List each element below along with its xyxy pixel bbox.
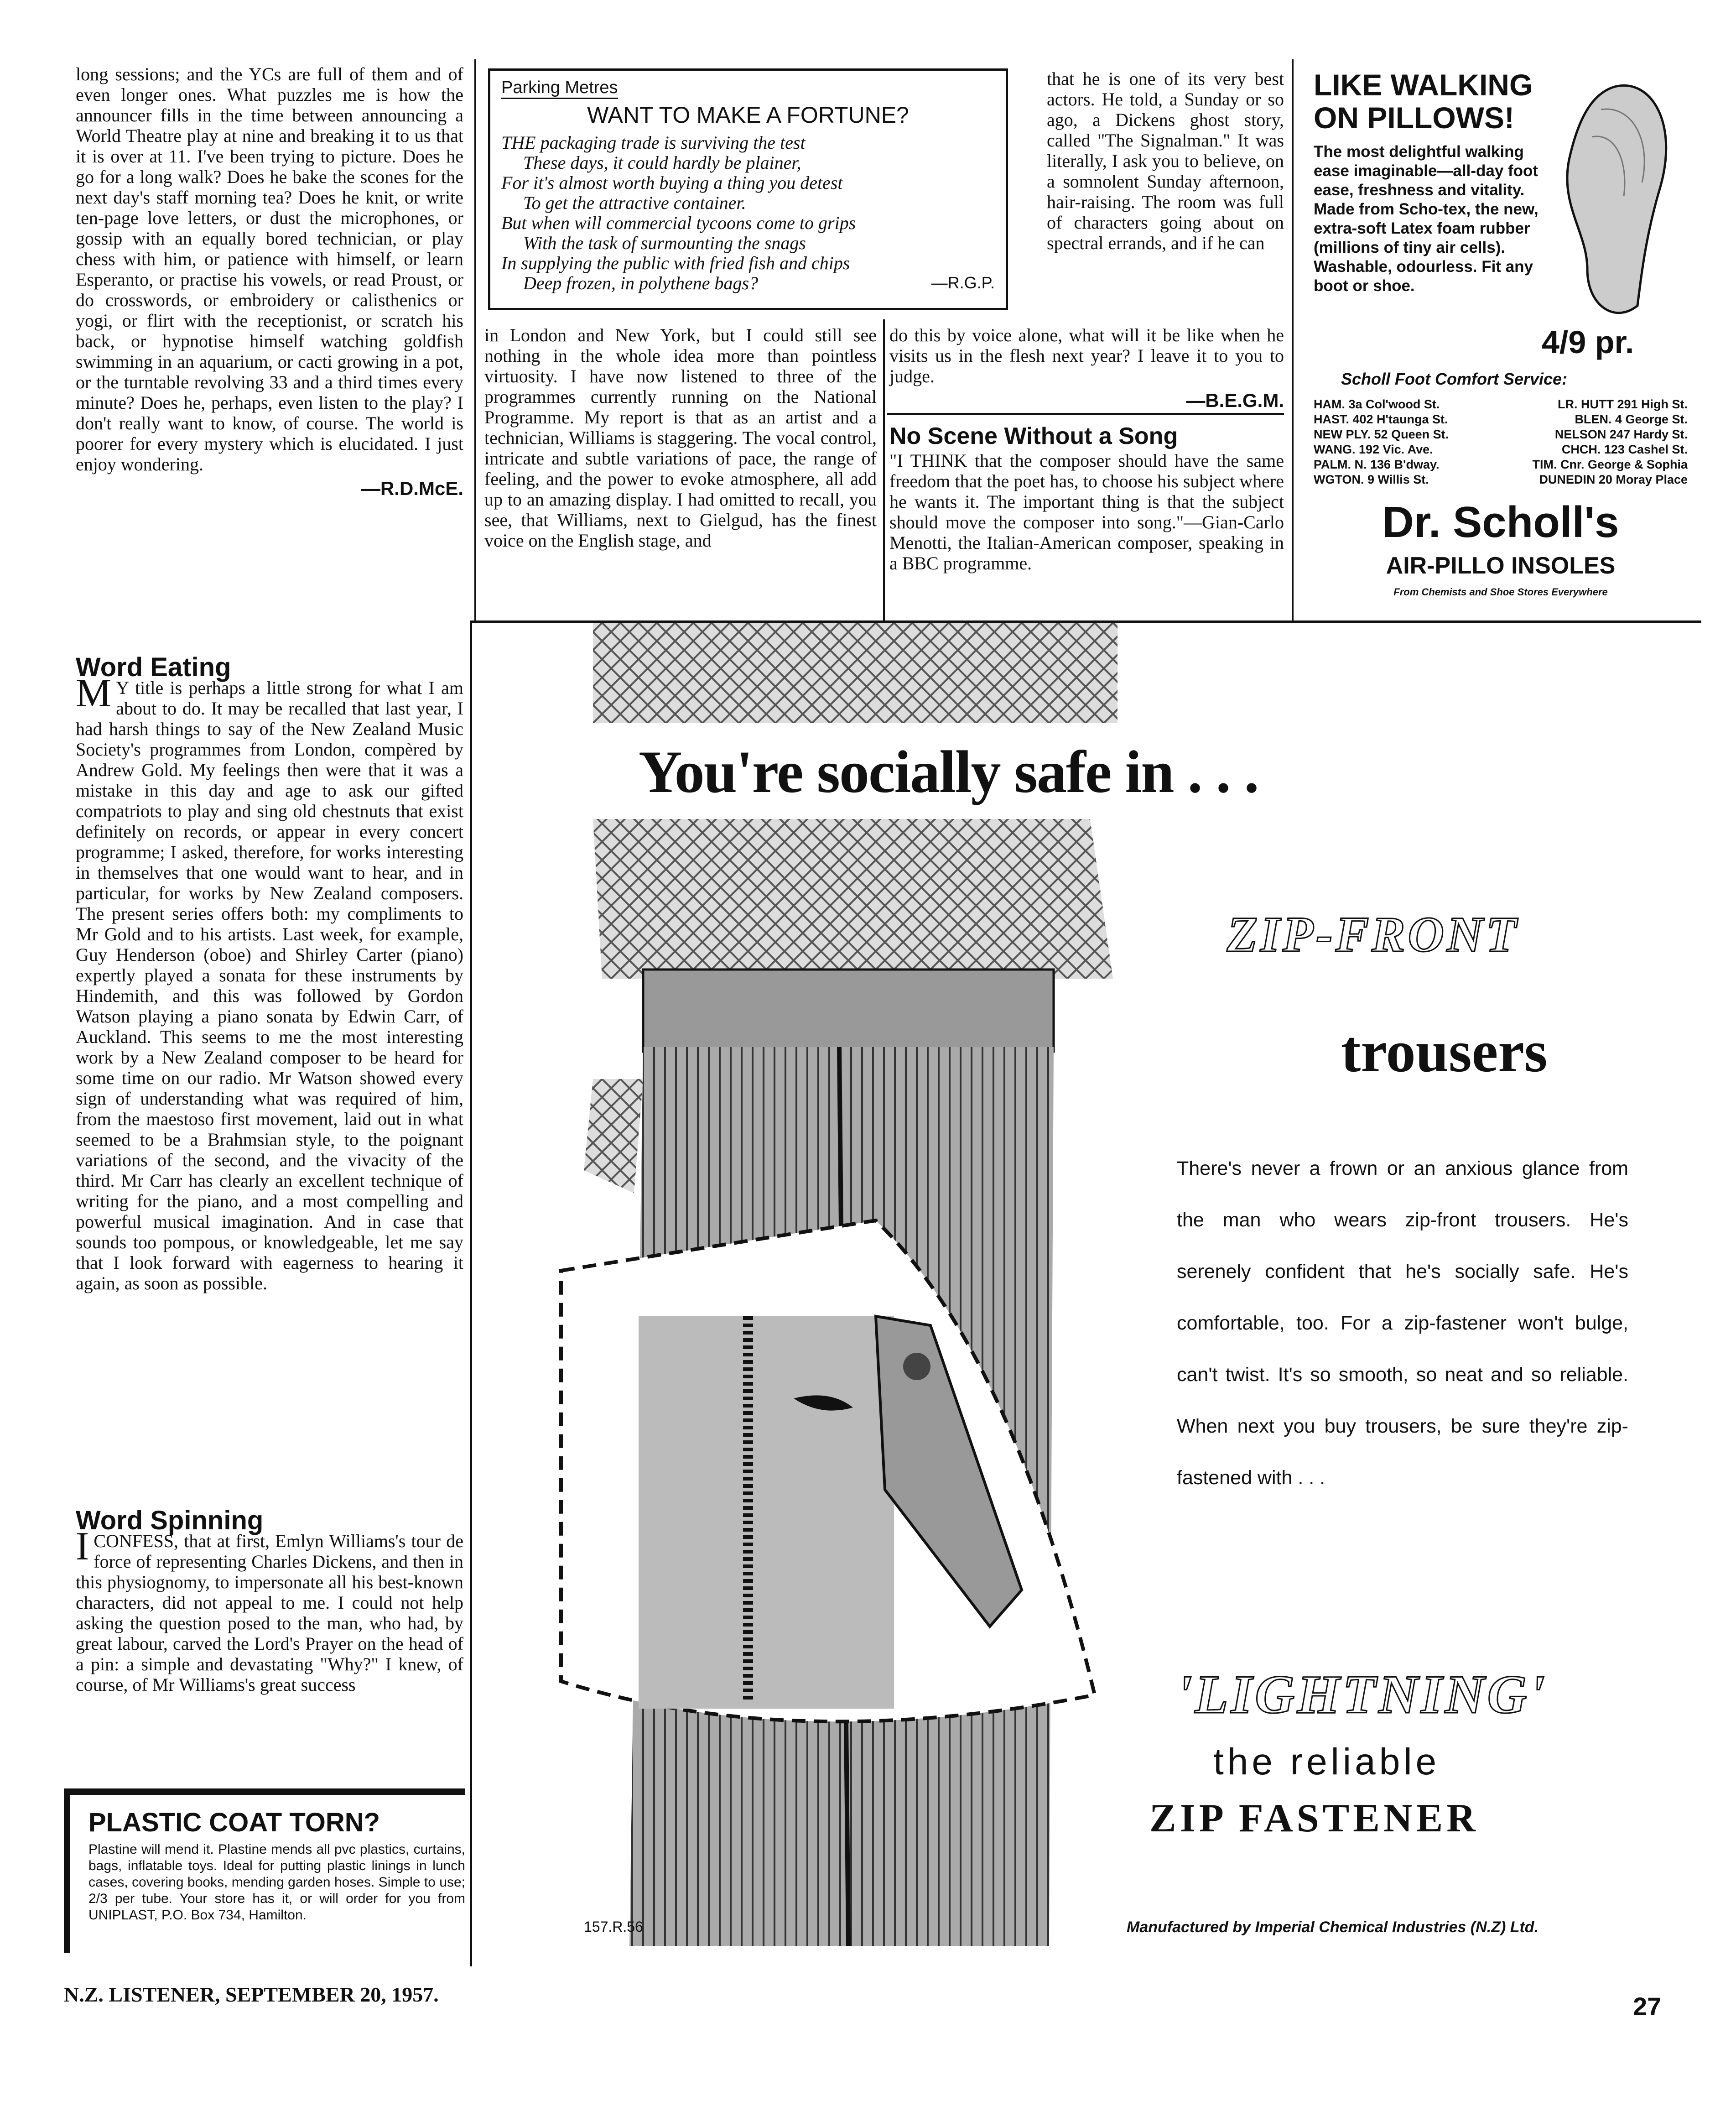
poem-line: With the task of surmounting the snags	[523, 233, 806, 253]
poem-line: THE packaging trade is surviving the test	[501, 132, 806, 153]
section-divider	[887, 413, 1284, 415]
scholl-product: AIR-PILLO INSOLES	[1386, 553, 1616, 579]
ad-code: 157.R.56	[584, 1919, 643, 1935]
article-heading: Word Eating	[76, 652, 231, 682]
product-subtitle: trousers	[1341, 1019, 1548, 1084]
word-eating-article	[76, 652, 463, 1293]
plastine-title: PLASTIC COAT TORN?	[88, 1808, 380, 1837]
store-entry: NELSON 247 Hardy St.	[1554, 427, 1688, 441]
plastine-ad	[64, 1788, 465, 1953]
manufacturer: Manufactured by Imperial Chemical Industries (N.Z) Ltd.	[1127, 1919, 1539, 1936]
ad-body: There's never a frown or an anxious glance from the man who wears zip-front trousers. He's serenely confident that he's socially safe. He's comfortable, too. For a zip-fastener won't bulge, can't twist. It's so smooth, so neat and so reliable. When next you buy trousers, be sure they're zip-fastened with . . .	[1177, 1157, 1628, 1489]
brand-name: 'LIGHTNING'	[1177, 1664, 1548, 1725]
article-text: CONFESS, that at first, Emlyn Williams's tour de force of representing Charles Dickens, and then in this physiognomy, to impersonate all his best-known characters, did not appeal to me. I could not help asking the question posed to the man, who had, by great labour, carved the Lord's Prayer on the head of a pin: a simple and devastating "Why?" I knew, of course, of Mr Williams's great success	[76, 1531, 463, 1695]
article-heading: Word Spinning	[76, 1506, 264, 1535]
signature: —B.E.G.M.	[1186, 390, 1284, 411]
dropcap: M	[76, 671, 112, 715]
tagline-2: ZIP FASTENER	[1149, 1796, 1479, 1840]
zip-inset	[556, 1216, 1263, 1745]
store-entry: LR. HUTT 291 High St.	[1557, 397, 1688, 411]
poem-line: These days, it could hardly be plainer,	[523, 152, 801, 173]
column-rule	[1292, 59, 1294, 620]
tagline-1: the reliable	[1213, 1741, 1440, 1783]
store-list	[1314, 397, 1688, 487]
article-text: in London and New York, but I could still see nothing in the whole idea more than pointless virtuosity. I have now listened to three of the programmes currently running on the National Programme. My report is that as an artist and a technician, Williams is staggering. The vocal control, intricate and subtle variations of pace, the range of feeling, and the power to evoke atmosphere, all add up to an amazing display. I had omitted to recall, you see, that Williams, next to Gielgud, has the finest voice on the English stage, and	[484, 325, 877, 551]
scholl-title-1: LIKE WALKING	[1314, 68, 1533, 102]
poem-box	[488, 68, 1008, 310]
column-1-top	[76, 64, 463, 499]
scholl-price: 4/9 pr.	[1542, 324, 1634, 360]
signature: —R.D.McE.	[361, 478, 463, 499]
poem-signature: —R.G.P.	[931, 273, 995, 292]
word-spinning-article	[76, 1506, 463, 1695]
column-rule	[474, 59, 476, 620]
lightning-ad	[474, 623, 1706, 1966]
store-entry: DUNEDIN 20 Moray Place	[1539, 473, 1688, 486]
article-text: do this by voice alone, what will it be like when he visits us in the flesh next year? I leave it to you to judge.	[889, 325, 1284, 386]
insole-illustration	[1533, 68, 1688, 324]
column-3-top-b	[889, 325, 1284, 411]
article-text: that he is one of its very best actors. He told, a Sunday or so ago, a Dickens ghost story, called "The Signalman." It was literally, I ask you to believe, on a somnolent Sunday afternoon, hair-raising. The room was full of characters going about on spectral errands, and if he can	[1047, 68, 1284, 253]
column-3-top-a	[1047, 68, 1284, 253]
poem-line: For it's almost worth buying a thing you detest	[501, 172, 843, 193]
article-heading: No Scene Without a Song	[889, 423, 1178, 449]
store-entry: WANG. 192 Vic. Ave.	[1314, 443, 1433, 456]
plastine-body: Plastine will mend it. Plastine mends all pvc plastics, curtains, bags, inflatable toys. Ideal for putting plastic linings in lunch cases, covering books, mending garden hoses. Simple to use; 2/3 per tube. Your store has it, or will order for you from UNIPLAST, P.O. Box 734, Hamilton.	[88, 1842, 465, 1923]
store-entry: BLEN. 4 George St.	[1575, 412, 1688, 426]
poem-title: WANT TO MAKE A FORTUNE?	[587, 102, 909, 128]
ad-headline: You're socially safe in . . .	[625, 732, 1272, 811]
scholl-from: From Chemists and Shoe Stores Everywhere	[1393, 586, 1608, 598]
store-entry: TIM. Cnr. George & Sophia	[1532, 458, 1688, 471]
article-text: "I THINK that the composer should have the same freedom that the poet has, to choose his subject where he wants it. The important thing is that the subject should move the composer into song."—Gian-Carlo Menotti, the Italian-American composer, speaking in a BBC programme.	[889, 450, 1284, 573]
article-text: Y title is perhaps a little strong for what I am about to do. It may be recalled that last year, I had harsh things to say of the New Zealand Music Society's programmes from London, compèred by Andrew Gold. My feelings then were that it was a mistake in this day and age to ask our gifted compatriots to play and sing old chestnuts that exist definitely on records, or appear in every concert programme; I asked, therefore, for works interesting in themselves that one would want to hear, and in particular, for works by New Zealand composers. The present series offers both: my compliments to Mr Gold and to his artists. Last week, for example, Guy Henderson (oboe) and Shirley Carter (piano) expertly played a sonata for these instruments by Hindemith, and this was followed by Gordon Watson playing a piano sonata by Edwin Carr, of Auckland. This seems to me the most interesting work by a New Zealand composer to be heard for some time on our radio. Mr Watson showed every sign of understanding what was required of him, from the maestoso first movement, laid out in what seemed to be a Brahmsian style, to the poignant variations of the second, and the vivacity of the third. Mr Carr has clearly an excellent technique of writing for the piano, and a most compelling and powerful musical imagination. And in case that sounds too pompous, or knowledgeable, let me say that I look forward with eagerness to hearing it again, as soon as possible.	[76, 678, 463, 1293]
poem-tag: Parking Metres	[501, 78, 618, 99]
column-rule	[883, 319, 885, 620]
page-number: 27	[1633, 1992, 1662, 2021]
article-text: long sessions; and the YCs are full of them and of even longer ones. What puzzles me is how the announcer fills in the time between announcing a World Theatre play at nine and breaking it to us that it is over at 11. I've been trying to picture. Does he go for a long walk? Does he bake the scones for the next day's staff morning tea? Does he knit, or write ten-page love letters, or dust the microphones, or gossip with an equally bored technician, or play chess with him, or patience with himself, or learn Esperanto, or practise his vowels, or read Proust, or do crosswords, or embroidery or calisthenics or yogi, or flirt with the receptionist, or scratch his back, or hypnotise himself watching goldfish swimming in an aquarium, or cacti growing in a pot, or the turntable revolving 33 and a third times every minute? Does he, perhaps, even listen to the play? I don't really want to know, of course. The world is poorer for every mystery which is elucidated. I just enjoy wondering.	[76, 64, 463, 474]
scholl-body: The most delightful walking ease imaginable—all-day foot ease, freshness and vitality. Made from Scho-tex, the new, extra-soft Latex foam rubber (millions of tiny air cells). Washable, odourless. Fit any boot or shoe.	[1314, 143, 1538, 295]
poem-line: Deep frozen, in polythene bags?	[523, 273, 759, 293]
scholl-ad	[1314, 68, 1688, 616]
store-entry: WGTON. 9 Willis St.	[1314, 473, 1429, 486]
store-entry: CHCH. 123 Cashel St.	[1561, 443, 1688, 456]
store-entry: PALM. N. 136 B'dway.	[1314, 458, 1440, 471]
poem-line: But when will commercial tycoons come to grips	[501, 213, 856, 233]
poem-line: To get the attractive container.	[523, 193, 746, 213]
poem-line: In supplying the public with fried fish and chips	[501, 253, 850, 273]
store-entry: HAM. 3a Col'wood St.	[1314, 397, 1440, 411]
store-entry: NEW PLY. 52 Queen St.	[1314, 427, 1449, 441]
masthead: N.Z. LISTENER, SEPTEMBER 20, 1957.	[64, 1983, 439, 2006]
scholl-title-2: ON PILLOWS!	[1314, 101, 1514, 135]
store-entry: HAST. 402 H'taunga St.	[1314, 412, 1448, 426]
scholl-brand: Dr. Scholl's	[1382, 498, 1619, 547]
column-rule	[470, 620, 472, 1966]
column-2-bottom	[484, 325, 877, 551]
no-scene-article	[889, 422, 1284, 573]
product-name: ZIP-FRONT	[1227, 907, 1519, 962]
service-heading: Scholl Foot Comfort Service:	[1341, 370, 1568, 388]
dropcap: I	[76, 1524, 89, 1569]
